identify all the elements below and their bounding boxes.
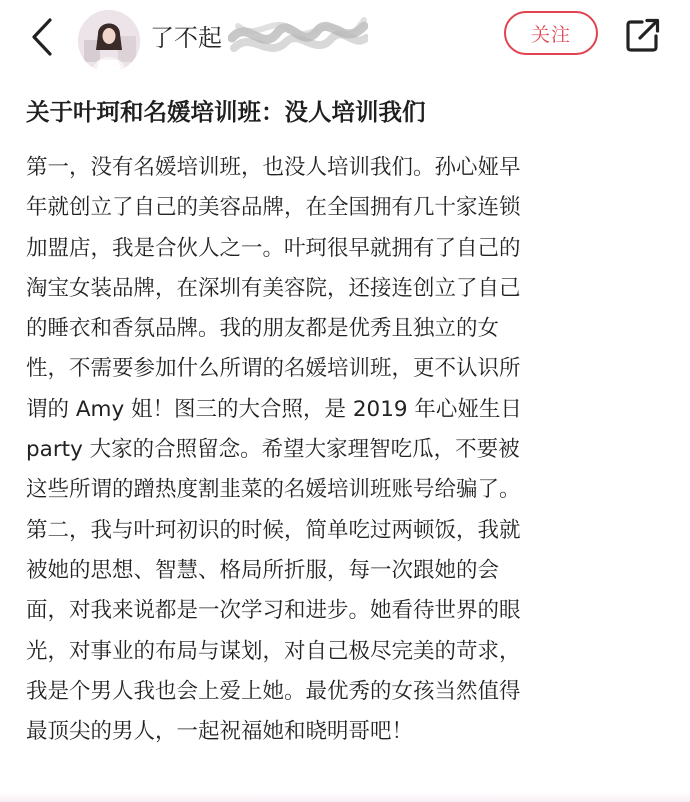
post-body-line: 淘宝女装品牌，在深圳有美容院，还接连创立了自己: [26, 275, 521, 301]
username[interactable]: 了不起: [150, 24, 222, 52]
follow-button[interactable]: 关注: [504, 11, 598, 55]
post-body-line: 的睡衣和香氛品牌。我的朋友都是优秀且独立的女: [26, 316, 500, 342]
back-button[interactable]: [26, 17, 58, 57]
top-bar: [0, 0, 690, 76]
post-body-line: 第二，我与叶珂初识的时候，简单吃过两顿饭，我就: [26, 517, 521, 543]
post-body-line: 性，不需要参加什么所谓的名媛培训班，更不认识所: [26, 356, 521, 382]
share-external-icon: [622, 16, 662, 56]
bottom-edge: [0, 792, 690, 802]
avatar[interactable]: [78, 10, 140, 72]
avatar-photo: [78, 10, 140, 72]
post-body-line: 第一，没有名媛培训班，也没人培训我们。孙心娅早: [26, 155, 521, 180]
chevron-left-icon: [30, 17, 54, 57]
redaction-scribble: [228, 8, 368, 64]
post-body: [26, 148, 674, 752]
post-body-line: 这些所谓的蹭热度割韭菜的名媛培训班账号给骗了。: [26, 477, 521, 503]
post-title: 关于叶珂和名媛培训班：没人培训我们: [26, 98, 426, 126]
post-body-line: party 大家的合照留念。希望大家理智吃瓜，不要被: [26, 437, 520, 463]
post-body-line: 被她的思想、智慧、格局所折服，每一次跟她的会: [26, 557, 500, 583]
post-body-line: 面，对我来说都是一次学习和进步。她看待世界的眼: [26, 598, 521, 624]
post-body-line: 谓的 Amy 姐！图三的大合照，是 2019 年心娅生日: [26, 396, 522, 422]
post-body-line: 最顶尖的男人，一起祝福她和晓明哥吧！: [26, 719, 414, 745]
post-body-line: 光，对事业的布局与谋划，对自己极尽完美的苛求，: [26, 638, 521, 664]
post-body-line: 加盟店，我是合伙人之一。叶珂很早就拥有了自己的: [26, 235, 521, 261]
share-button[interactable]: [622, 16, 662, 56]
post-body-line: 年就创立了自己的美容品牌，在全国拥有几十家连锁: [26, 195, 521, 221]
post-body-line: 我是个男人我也会上爱上她。最优秀的女孩当然值得: [26, 678, 521, 704]
